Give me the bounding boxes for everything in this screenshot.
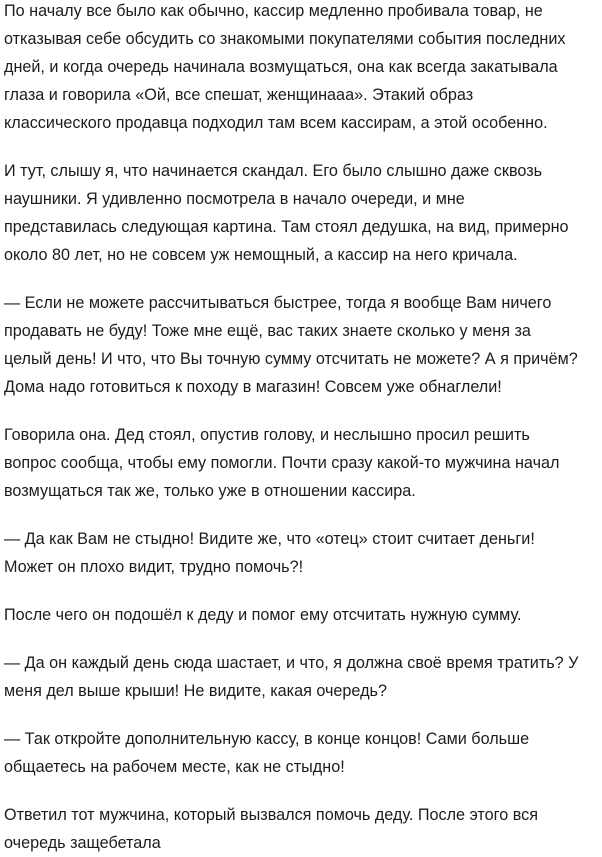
text-line: продавать не буду! Тоже мне ещё, вас таких знаете сколько у меня за — [4, 322, 531, 340]
paragraph — [4, 525, 600, 581]
paragraph — [4, 421, 600, 505]
paragraph — [4, 649, 600, 705]
text-line: Говорила она. Дед стоял, опустив голову, и неслышно просил решить — [4, 426, 530, 444]
paragraph — [4, 801, 600, 857]
text-line: общаетесь на рабочем месте, как не стыдно! — [4, 758, 345, 776]
text-line: представилась следующая картина. Там стоял дедушка, на вид, примерно — [4, 218, 569, 236]
paragraph — [4, 157, 600, 269]
text-line: целый день! И что, что Вы точную сумму отсчитать не можете? А я причём? — [4, 350, 578, 368]
text-line: И тут, слышу я, что начинается скандал. Его было слышно даже сквозь — [4, 162, 543, 180]
text-line: возмущаться так же, только уже в отношении кассира. — [4, 482, 416, 500]
text-line: классического продавца подходил там всем кассирам, а этой особенно. — [4, 114, 548, 132]
paragraph — [4, 0, 600, 137]
paragraph — [4, 601, 600, 629]
text-line: около 80 лет, но не совсем уж немощный, а кассир на него кричала. — [4, 246, 518, 264]
paragraph — [4, 725, 600, 781]
text-line: — Да как Вам не стыдно! Видите же, что «отец» стоит считает деньги! — [4, 530, 535, 548]
text-line: очередь защебетала — [4, 834, 161, 852]
text-line: вопрос сообща, чтобы ему помогли. Почти сразу какой-то мужчина начал — [4, 454, 560, 472]
text-line: отказывая себе обсудить со знакомыми покупателями события последних — [4, 30, 566, 48]
text-line: Дома надо готовиться к походу в магазин! Совсем уже обнаглели! — [4, 378, 502, 396]
text-line: После чего он подошёл к деду и помог ему отсчитать нужную сумму. — [4, 606, 522, 624]
text-line: глаза и говорила «Ой, все спешат, женщинааа». Этакий образ — [4, 86, 474, 104]
text-line: меня дел выше крыши! Не видите, какая очередь? — [4, 682, 387, 700]
text-line: Ответил тот мужчина, который вызвался помочь деду. После этого вся — [4, 806, 538, 824]
text-line: наушники. Я удивленно посмотрела в начало очереди, и мне — [4, 190, 465, 208]
text-line: дней, и когда очередь начинала возмущаться, она как всегда закатывала — [4, 58, 558, 76]
paragraph — [4, 289, 600, 401]
text-line: По началу все было как обычно, кассир медленно пробивала товар, не — [4, 2, 543, 20]
text-line: — Да он каждый день сюда шастает, и что, я должна своё время тратить? У — [4, 654, 579, 672]
text-line: — Если не можете рассчитываться быстрее, тогда я вообще Вам ничего — [4, 294, 552, 312]
text-line: — Так откройте дополнительную кассу, в конце концов! Сами больше — [4, 730, 530, 748]
text-line: Может он плохо видит, трудно помочь?! — [4, 558, 304, 576]
